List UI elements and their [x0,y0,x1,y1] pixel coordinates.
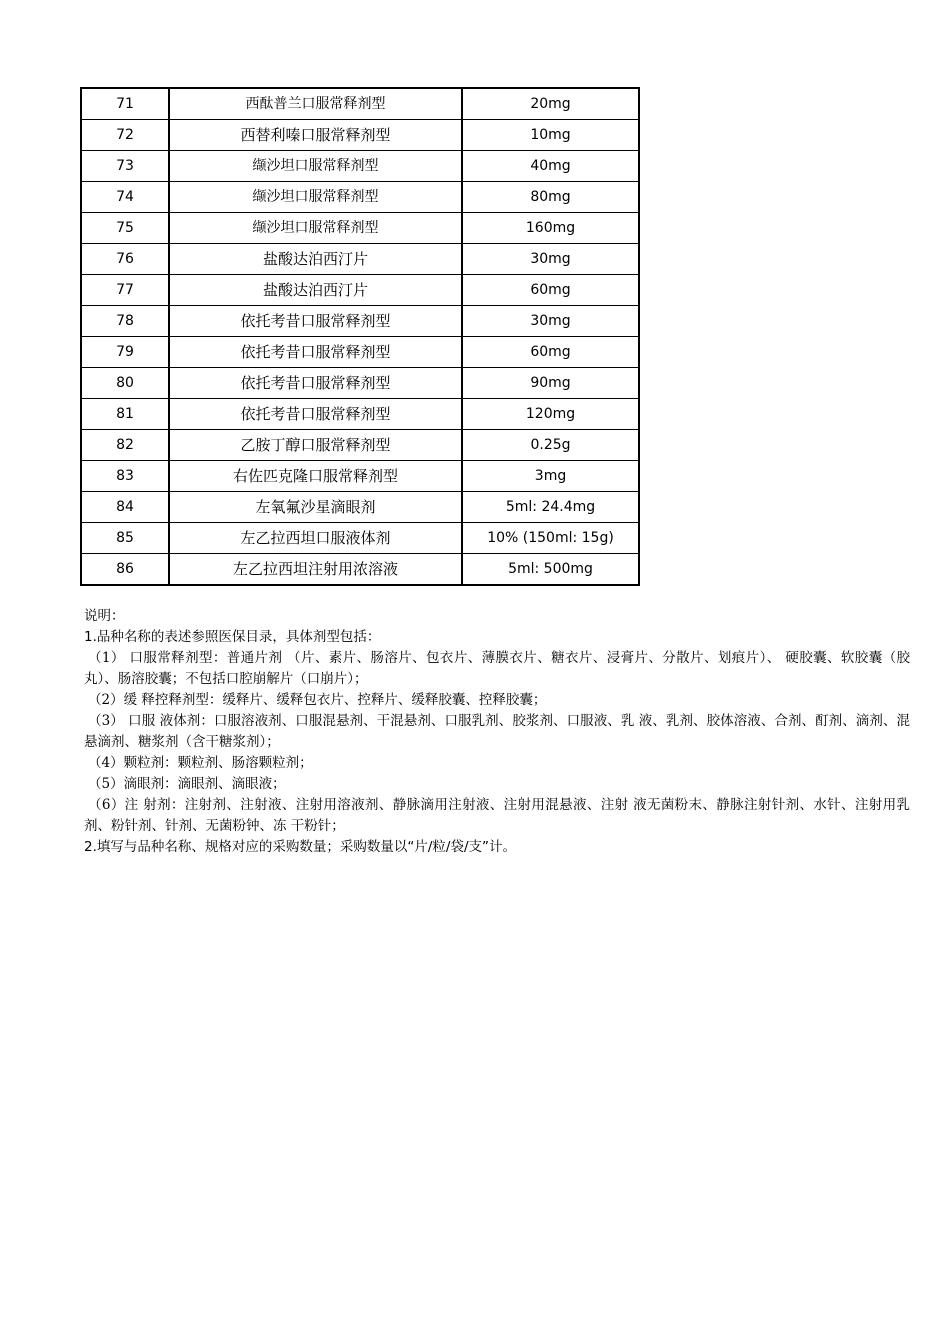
row-number-cell: 79 [81,337,169,368]
table-row [81,275,639,306]
drug-name-cell: 依托考昔口服常释剂型 [169,306,462,337]
notes-item-2: （2）缓 释控释剂型：缓释片、缓释包衣片、控释片、缓释胶囊、控释胶囊； [88,692,547,708]
drug-name-cell: 缬沙坦口服常释剂型 [169,151,462,182]
table-row [81,88,639,120]
drug-name-cell: 依托考昔口服常释剂型 [169,337,462,368]
spec-cell: 80mg [462,182,639,213]
table-row [81,182,639,213]
drug-name-cell: 右佐匹克隆口服常释剂型 [169,461,462,492]
spec-cell: 5ml: 24.4mg [462,492,639,523]
table-row [81,213,639,244]
notes-item-3: （3） 口服 液体剂：口服溶液剂、口服混悬剂、干混悬剂、口服乳剂、胶浆剂、口服液、乳 液、乳剂、胶体溶液、合剂、酊剂、滴剂、混悬滴剂、糖浆剂（含干糖浆剂）； [84,713,910,750]
spec-cell: 10% (150ml: 15g) [462,523,639,554]
table-body [81,88,639,585]
row-number-cell: 72 [81,120,169,151]
table-row [81,368,639,399]
table-row [81,306,639,337]
drug-name-cell: 盐酸达泊西汀片 [169,244,462,275]
drug-name-cell: 依托考昔口服常释剂型 [169,399,462,430]
spec-cell: 30mg [462,306,639,337]
spec-cell: 120mg [462,399,639,430]
notes-item-4: （4）颗粒剂：颗粒剂、肠溶颗粒剂； [88,755,313,771]
drug-name-cell: 左氧氟沙星滴眼剂 [169,492,462,523]
spec-cell: 3mg [462,461,639,492]
spec-cell: 0.25g [462,430,639,461]
row-number-cell: 86 [81,554,169,586]
row-number-cell: 82 [81,430,169,461]
drug-name-cell: 左乙拉西坦口服液体剂 [169,523,462,554]
drug-name-cell: 西酞普兰口服常释剂型 [169,88,462,120]
row-number-cell: 85 [81,523,169,554]
spec-cell: 60mg [462,337,639,368]
notes-line-1: 1.品种名称的表述参照医保目录，具体剂型包括： [84,629,381,645]
spec-cell: 40mg [462,151,639,182]
table-row [81,151,639,182]
notes-line-2: 2.填写与品种名称、规格对应的采购数量；采购数量以“片/粒/袋/支”计。 [84,839,517,855]
row-number-cell: 71 [81,88,169,120]
spec-cell: 5ml: 500mg [462,554,639,586]
drug-name-cell: 盐酸达泊西汀片 [169,275,462,306]
notes-item-6: （6）注 射剂：注射剂、注射液、注射用溶液剂、静脉滴用注射液、注射用混悬液、注射 液无菌粉末、静脉注射针剂、水针、注射用乳剂、粉针剂、针剂、无菌粉钟、冻 干粉针； [84,797,910,834]
spec-cell: 30mg [462,244,639,275]
table-row [81,430,639,461]
notes-heading: 说明： [84,608,125,624]
row-number-cell: 83 [81,461,169,492]
row-number-cell: 75 [81,213,169,244]
drug-name-cell: 缬沙坦口服常释剂型 [169,213,462,244]
row-number-cell: 78 [81,306,169,337]
notes-item-1: （1） 口服常释剂型：普通片剂 （片、素片、肠溶片、包衣片、薄膜衣片、糖衣片、浸膏片、分散片、划痕片）、 硬胶囊、软胶囊（胶丸）、肠溶胶囊；不包括口腔崩解片（口崩片）； [84,650,910,687]
spec-cell: 60mg [462,275,639,306]
notes-section [84,606,910,858]
row-number-cell: 77 [81,275,169,306]
table-row [81,492,639,523]
table-row [81,523,639,554]
spec-cell: 20mg [462,88,639,120]
row-number-cell: 84 [81,492,169,523]
drug-name-cell: 西替利嗪口服常释剂型 [169,120,462,151]
drug-spec-table [80,87,640,586]
row-number-cell: 76 [81,244,169,275]
row-number-cell: 74 [81,182,169,213]
table-row [81,244,639,275]
table-row [81,120,639,151]
spec-cell: 160mg [462,213,639,244]
row-number-cell: 81 [81,399,169,430]
table-row [81,554,639,586]
drug-name-cell: 缬沙坦口服常释剂型 [169,182,462,213]
drug-name-cell: 左乙拉西坦注射用浓溶液 [169,554,462,586]
spec-cell: 10mg [462,120,639,151]
spec-cell: 90mg [462,368,639,399]
row-number-cell: 80 [81,368,169,399]
drug-name-cell: 乙胺丁醇口服常释剂型 [169,430,462,461]
table-row [81,337,639,368]
notes-item-5: （5）滴眼剂：滴眼剂、滴眼液； [88,776,286,792]
table-row [81,461,639,492]
table-row [81,399,639,430]
row-number-cell: 73 [81,151,169,182]
drug-name-cell: 依托考昔口服常释剂型 [169,368,462,399]
